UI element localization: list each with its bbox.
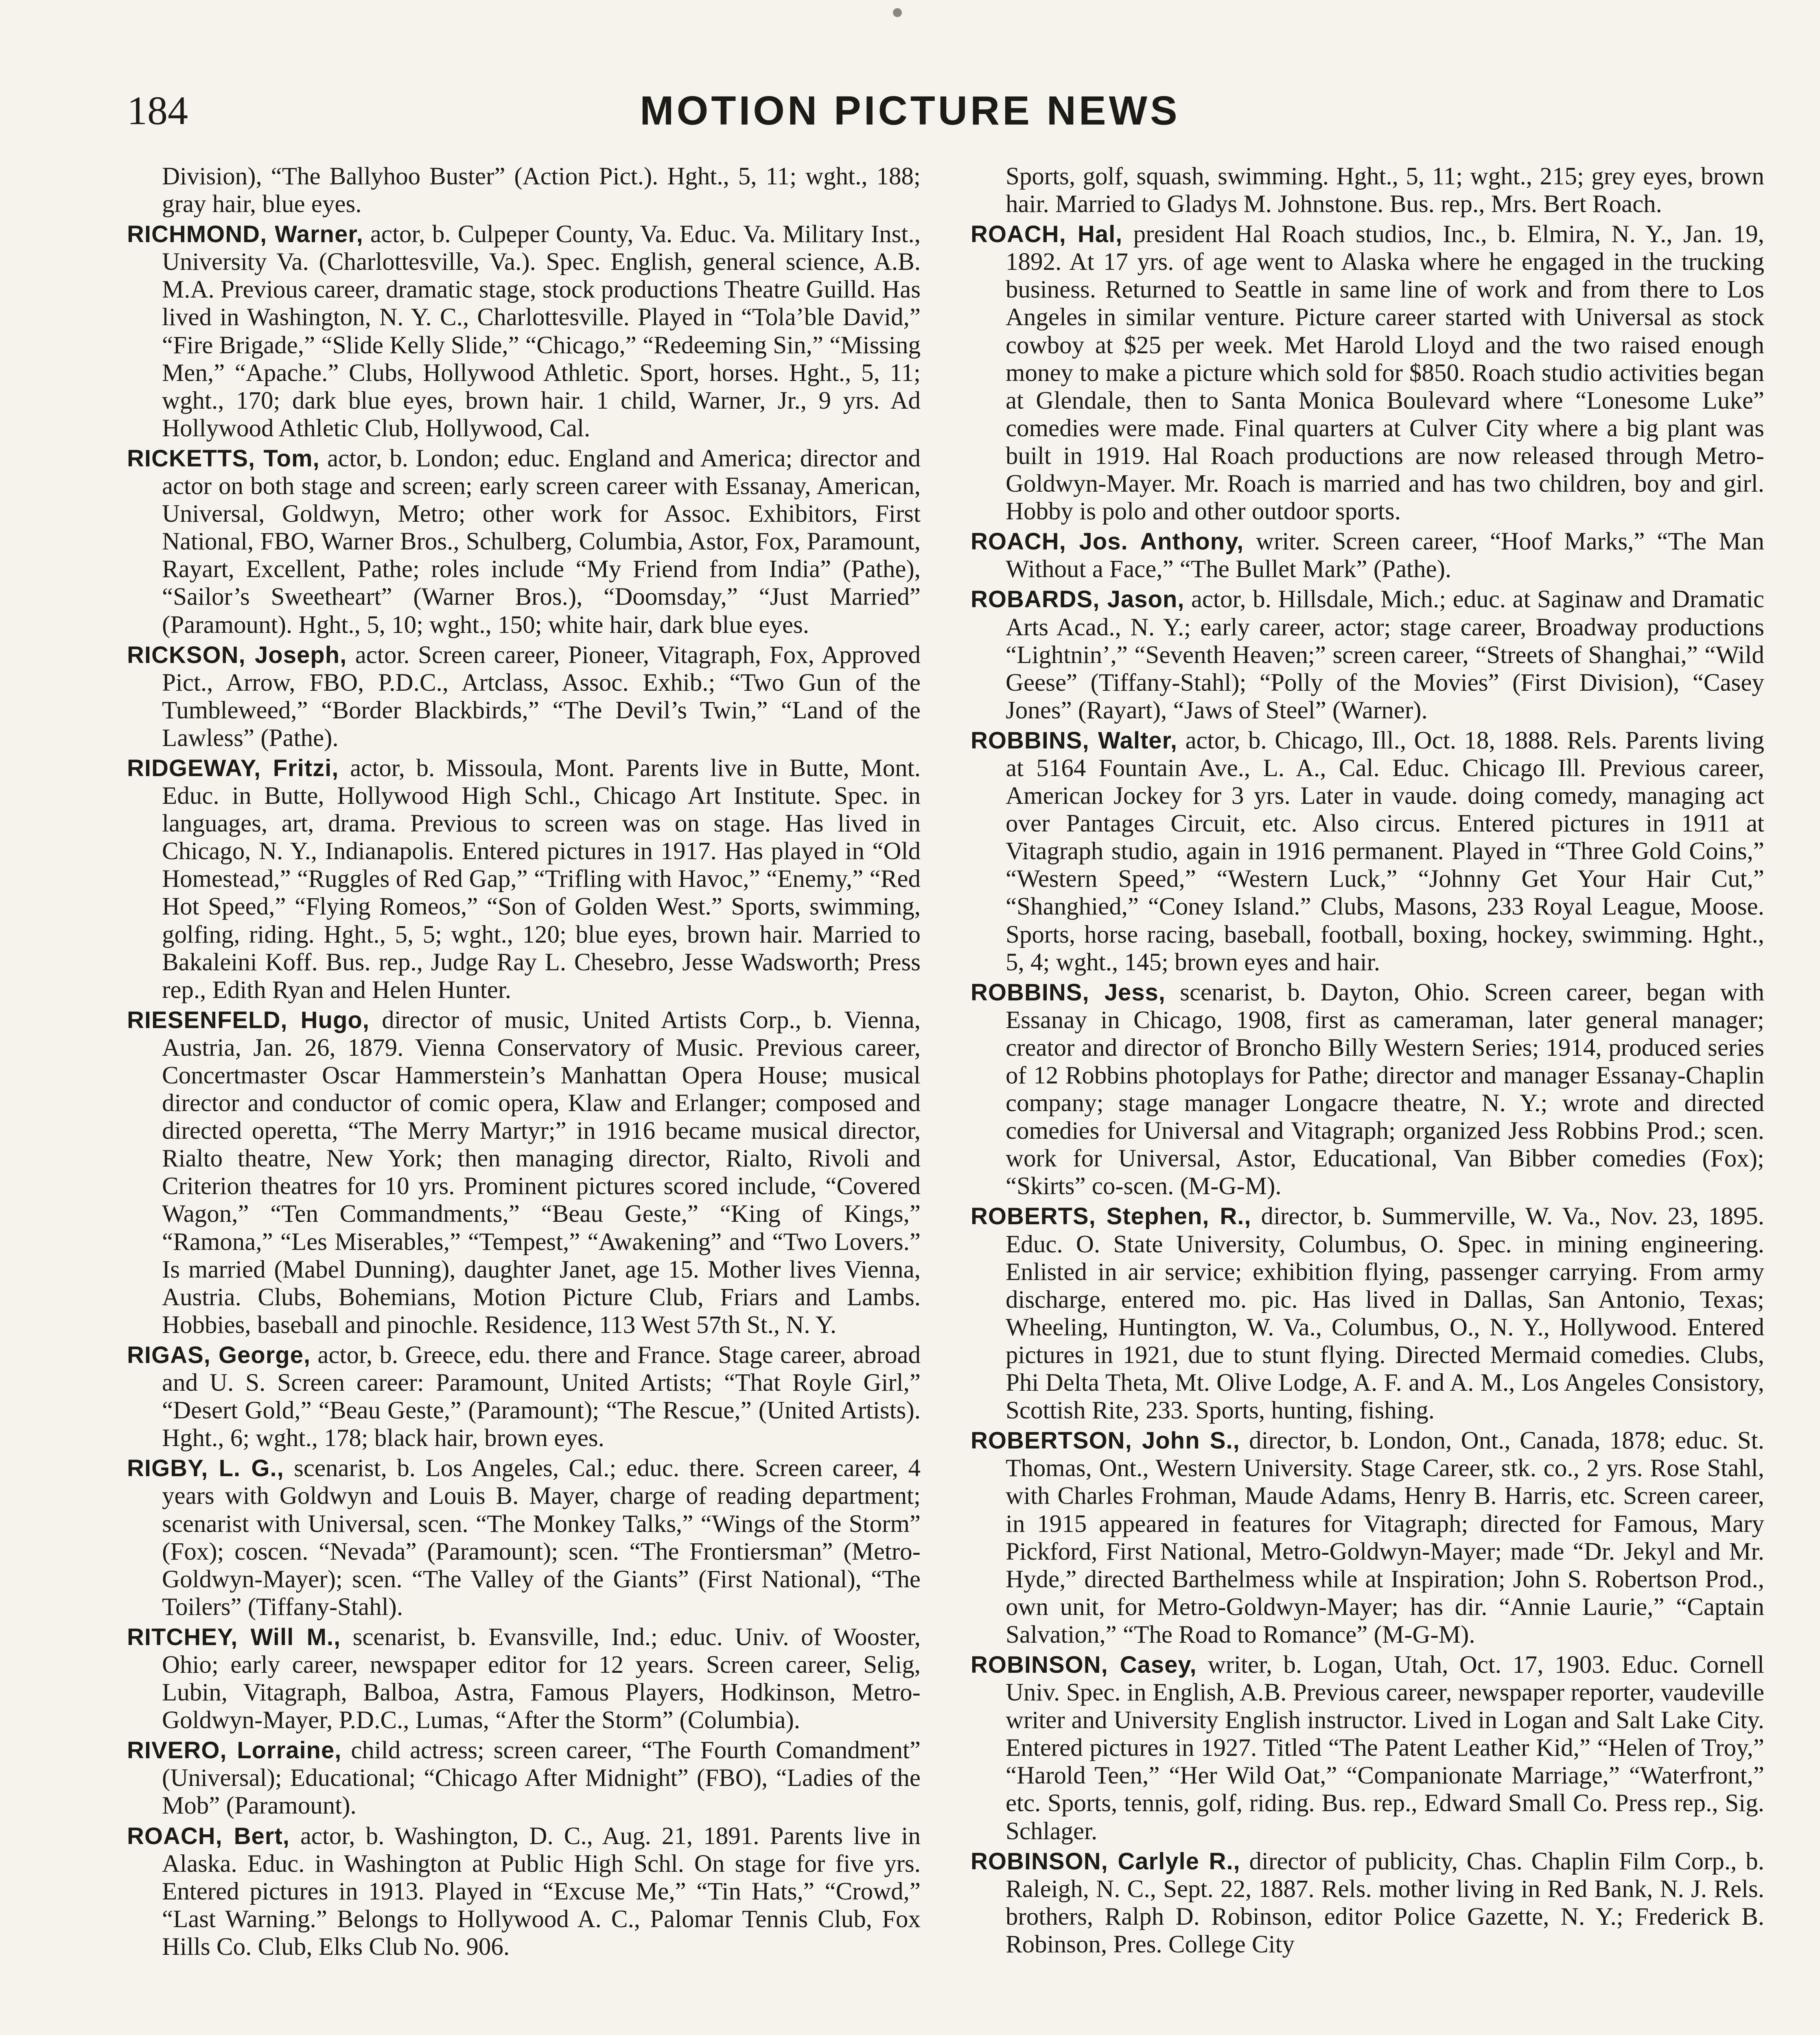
entry-name: RIGBY, L. G.,	[127, 1455, 284, 1482]
entry-name: ROBINSON, Carlyle R.,	[971, 1848, 1240, 1875]
entry-robertson	[971, 1427, 1764, 1649]
entry-name: ROBINSON, Casey,	[971, 1651, 1197, 1678]
entry-text: president Hal Roach studios, Inc., b. Elmira, N. Y., Jan. 19, 1892. At 17 yrs. of age went to Alaska where he engaged in the trucking business. Returned to Seattle in same line of work and from there to Los Angeles in similar venture. Picture career started with Universal as stock cowboy at $25 per week. Met Harold Lloyd and the two raised enough money to make a picture which sold for $850. Roach studio activities began at Glendale, then to Santa Monica Boulevard where “Lonesome Luke” comedies were made. Final quarters at Culver City where a big plant was built in 1919. Hal Roach productions are now released through Metro-Goldwyn-Mayer. Mr. Roach is married and has two children, boy and girl. Hobby is polo and other outdoor sports.	[1006, 221, 1764, 525]
entry-continuation: Sports, golf, squash, swimming. Hght., 5, 11; wght., 215; grey eyes, brown hair. Married to Gladys M. Johnstone. Bus. rep., Mrs. Bert Roach.	[1006, 163, 1764, 218]
entry-text: actor, b. London; educ. England and America; director and actor on both stage and screen; early screen career with Essanay, American, Universal, Goldwyn, Metro; other work for Assoc. Exhibitors, First National, FBO, Warner Bros., Schulberg, Columbia, Astor, Fox, Paramount, Rayart, Excellent, Pathe; roles include “My Friend from India” (Pathe), “Sailor’s Sweetheart” (Warner Bros.), “Doomsday,” “Just Married” (Paramount). Hght., 5, 10; wght., 150; white hair, dark blue eyes.	[162, 444, 921, 639]
entry-rigby	[127, 1455, 921, 1621]
entry-ritchey	[127, 1624, 921, 1734]
entry-text: actor, b. Missoula, Mont. Parents live in Butte, Mont. Educ. in Butte, Hollywood High Schl., Chicago Art Institute. Spec. in languages, art, drama. Previous to screen was on stage. Has lived in Chicago, N. Y., Indianapolis. Entered pictures in 1917. Has played in “Old Homestead,” “Ruggles of Red Gap,” “Trifling with Havoc,” “Enemy,” “Red Hot Speed,” “Flying Romeos,” “Son of Golden West.” Sports, swimming, golfing, riding. Hght., 5, 5; wght., 120; blue eyes, brown hair. Married to Bakaleini Koff. Bus. rep., Judge Ray L. Chesebro, Jesse Wadsworth; Press rep., Edith Ryan and Helen Hunter.	[162, 754, 921, 1004]
entry-name: RIDGEWAY, Fritzi,	[127, 755, 339, 781]
entry-name: ROACH, Bert,	[127, 1823, 290, 1849]
entry-text: actor, b. Greece, edu. there and France. Stage career, abroad and U. S. Screen career: Paramount, United Artists; “That Royle Girl,” “Desert Gold,” “Beau Geste,” (Paramount); “The Rescue,” (United Artists). Hght., 6; wght., 178; black hair, brown eyes.	[162, 1341, 921, 1452]
entry-riesenfeld	[127, 1007, 921, 1339]
entry-name: ROACH, Hal,	[971, 221, 1123, 248]
entry-roberts	[971, 1203, 1764, 1424]
right-column	[971, 163, 1764, 2035]
entry-robinson-casey	[971, 1651, 1764, 1845]
entry-rickson	[127, 641, 921, 752]
entry-robards	[971, 586, 1764, 724]
entry-ricketts	[127, 445, 921, 639]
entry-text: actor. Screen career, Pioneer, Vitagraph, Fox, Approved Pict., Arrow, FBO, P.D.C., Artclass, Assoc. Exhib.; “Two Gun of the Tumbleweed,” “Border Blackbirds,” “The Devil’s Twin,” “Land of the Lawless” (Pathe).	[162, 641, 921, 752]
entry-name: ROBBINS, Jess,	[971, 979, 1166, 1006]
entry-text: director of publicity, Chas. Chaplin Film Corp., b. Raleigh, N. C., Sept. 22, 1887. Rels. mother living in Red Bank, N. J. Rels. brothers, Ralph D. Robinson, editor Police Gazette, N. Y.; Frederick B. Robinson, Pres. College City	[1006, 1847, 1764, 1958]
entry-text: scenarist, b. Los Angeles, Cal.; educ. there. Screen career, 4 years with Goldwyn and Louis B. Mayer, charge of reading department; scenarist with Universal, scen. “The Monkey Talks,” “Wings of the Storm” (Fox); coscen. “Nevada” (Paramount); scen. “The Frontiersman” (Metro-Goldwyn-Mayer); scen. “The Valley of the Giants” (First National), “The Toilers” (Tiffany-Stahl).	[162, 1455, 921, 1621]
entry-name: RICKSON, Joseph,	[127, 641, 347, 668]
running-title: MOTION PICTURE NEWS	[640, 88, 1180, 133]
entry-name: ROACH, Jos. Anthony,	[971, 528, 1244, 555]
entry-rivero	[127, 1737, 921, 1820]
entry-name: RIVERO, Lorraine,	[127, 1737, 342, 1764]
entry-text: director, b. London, Ont., Canada, 1878; educ. St. Thomas, Ont., Western University. Stage Career, stk. co., 2 yrs. Rose Stahl, with Charles Frohman, Maude Adams, Henry B. Harris, etc. Screen career, in 1915 appeared in features for Vitagraph; directed for Famous, Mary Pickford, First National, Metro-Goldwyn-Mayer; made “Dr. Jekyl and Mr. Hyde,” directed Barthelmess while at Inspiration; John S. Robertson Prod., own unit, for Metro-Goldwyn-Mayer; has dir. “Annie Laurie,” “Captain Salvation,” “The Road to Romance” (M-G-M).	[1006, 1427, 1764, 1648]
entry-name: RICKETTS, Tom,	[127, 445, 320, 472]
entry-text: scenarist, b. Dayton, Ohio. Screen career, began with Essanay in Chicago, 1908, first as cameraman, later general manager; creator and director of Broncho Billy Western Series; 1914, produced series of 12 Robbins photoplays for Pathe; director and manager Essanay-Chaplin company; stage manager Longacre theatre, N. Y.; wrote and directed comedies for Universal and Vitagraph; organized Jess Robbins Prod.; scen. work for Universal, Astor, Educational, Van Bibber comedies (Fox); “Skirts” co-scen. (M-G-M).	[1006, 978, 1764, 1200]
entry-text: writer, b. Logan, Utah, Oct. 17, 1903. Educ. Cornell Univ. Spec. in English, A.B. Previous career, newspaper reporter, vaudeville writer and University English instructor. Lived in Logan and Salt Lake City. Entered pictures in 1927. Titled “The Patent Leather Kid,” “Helen of Troy,” “Harold Teen,” “Her Wild Oat,” “Companionate Marriage,” “Waterfront,” etc. Sports, tennis, golf, riding. Bus. rep., Edward Small Co. Press rep., Sig. Schlager.	[1006, 1651, 1764, 1845]
entry-text: actor, b. Hillsdale, Mich.; educ. at Saginaw and Dramatic Arts Acad., N. Y.; early career, actor; stage career, Broadway productions “Lightnin’,” “Seventh Heaven;” screen career, “Streets of Shanghai,” “Wild Geese” (Tiffany-Stahl); “Polly of the Movies” (First Division), “Casey Jones” (Rayart), “Jaws of Steel” (Warner).	[1006, 586, 1764, 724]
entry-name: RITCHEY, Will M.,	[127, 1624, 341, 1650]
entry-name: ROBERTS, Stephen, R.,	[971, 1203, 1251, 1230]
entry-name: RICHMOND, Warner,	[127, 221, 363, 248]
entry-name: RIESENFELD, Hugo,	[127, 1007, 370, 1033]
entry-text: writer. Screen career, “Hoof Marks,” “The Man Without a Face,” “The Bullet Mark” (Pathe).	[1006, 528, 1764, 583]
entry-name: ROBERTSON, John S.,	[971, 1427, 1240, 1454]
entry-text: director, b. Summerville, W. Va., Nov. 23, 1895. Educ. O. State University, Columbus, O. Spec. in mining engineering. Enlisted in air service; exhibition flying, passenger carrying. From army discharge, entered mo. pic. Has lived in Dallas, San Antonio, Texas; Wheeling, Huntington, W. Va., Columbus, O., N. Y., Hollywood. Entered pictures in 1921, due to stunt flying. Directed Mermaid comedies. Clubs, Phi Delta Theta, Mt. Olive Lodge, A. F. and A. M., Los Angeles Consistory, Scottish Rite, 233. Sports, hunting, fishing.	[1006, 1203, 1764, 1424]
entry-text: actor, b. Washington, D. C., Aug. 21, 1891. Parents live in Alaska. Educ. in Washington at Public High Schl. On stage for five yrs. Entered pictures in 1913. Played in “Excuse Me,” “Tin Hats,” “Crowd,” “Last Warning.” Belongs to Hollywood A. C., Palomar Tennis Club, Fox Hills Co. Club, Elks Club No. 906.	[162, 1822, 921, 1961]
entry-roach-jos	[971, 528, 1764, 583]
entry-text: director of music, United Artists Corp., b. Vienna, Austria, Jan. 26, 1879. Vienna Conservatory of Music. Previous career, Concertmaster Oscar Hammerstein’s Manhattan Opera House; musical director and conductor of comic opera, Klaw and Erlanger; composed and directed operetta, “The Merry Martyr;” in 1916 became musical director, Rialto theatre, New York; then managing director, Rialto, Rivoli and Criterion theatres for 10 yrs. Prominent pictures scored include, “Covered Wagon,” “Ten Commandments,” “Beau Geste,” “King of Kings,” “Ramona,” “Les Miserables,” “Tempest,” “Awakening” and “Two Lovers.” Is married (Mabel Dunning), daughter Janet, age 15. Mother lives Vienna, Austria. Clubs, Bohemians, Motion Picture Club, Friars and Lambs. Hobbies, baseball and pinochle. Residence, 113 West 57th St., N. Y.	[162, 1006, 921, 1339]
page-number: 184	[127, 88, 188, 133]
entry-robbins-jess	[971, 979, 1764, 1201]
entry-ridgeway	[127, 755, 921, 1004]
entry-richmond	[127, 221, 921, 442]
entry-name: ROBBINS, Walter,	[971, 727, 1178, 754]
left-column	[127, 163, 921, 2035]
entry-robbins-walter	[971, 727, 1764, 976]
entry-robinson-carlyle	[971, 1848, 1764, 1958]
entry-text: child actress; screen career, “The Fourth Comandment” (Universal); Educational; “Chicago After Midnight” (FBO), “Ladies of the Mob” (Paramount).	[162, 1737, 921, 1820]
entry-text: actor, b. Culpeper County, Va. Educ. Va. Military Inst., University Va. (Charlottesville, Va.). Spec. English, general science, A.B. M.A. Previous career, dramatic stage, stock productions Theatre Guilld. Has lived in Washington, N. Y. C., Charlottesville. Played in “Tola’ble David,” “Fire Brigade,” “Slide Kelly Slide,” “Chicago,” “Redeeming Sin,” “Missing Men,” “Apache.” Clubs, Hollywood Athletic. Sport, horses. Hght., 5, 11; wght., 170; dark blue eyes, brown hair. 1 child, Warner, Jr., 9 yrs. Ad Hollywood Athletic Club, Hollywood, Cal.	[162, 221, 921, 442]
ink-dot	[893, 8, 902, 17]
entry-name: RIGAS, George,	[127, 1341, 311, 1368]
entry-rigas	[127, 1341, 921, 1452]
entry-text: scenarist, b. Evansville, Ind.; educ. Univ. of Wooster, Ohio; early career, newspaper editor for 12 years. Screen career, Selig, Lubin, Vitagraph, Balboa, Astra, Famous Players, Hodkinson, Metro-Goldwyn-Mayer, P.D.C., Lumas, “After the Storm” (Columbia).	[162, 1623, 921, 1734]
entry-name: ROBARDS, Jason,	[971, 586, 1185, 613]
entry-text: actor, b. Chicago, Ill., Oct. 18, 1888. Rels. Parents living at 5164 Fountain Ave., L. A., Cal. Educ. Chicago Ill. Previous career, American Jockey for 3 yrs. Later in vaude. doing comedy, managing act over Pantages Circuit, etc. Also circus. Entered pictures in 1911 at Vitagraph studio, again in 1916 permanent. Played in “Three Gold Coins,” “Western Speed,” “Western Luck,” “Johnny Get Your Hair Cut,” “Shanghied,” “Coney Island.” Clubs, Masons, 233 Royal League, Moose. Sports, horse racing, baseball, football, boxing, hockey, swimming. Hght., 5, 4; wght., 145; brown eyes and hair.	[1006, 726, 1764, 976]
entry-roach-bert	[127, 1823, 921, 1961]
entry-continuation: Division), “The Ballyhoo Buster” (Action Pict.). Hght., 5, 11; wght., 188; gray hair, blue eyes.	[162, 163, 921, 218]
entry-roach-hal	[971, 221, 1764, 525]
